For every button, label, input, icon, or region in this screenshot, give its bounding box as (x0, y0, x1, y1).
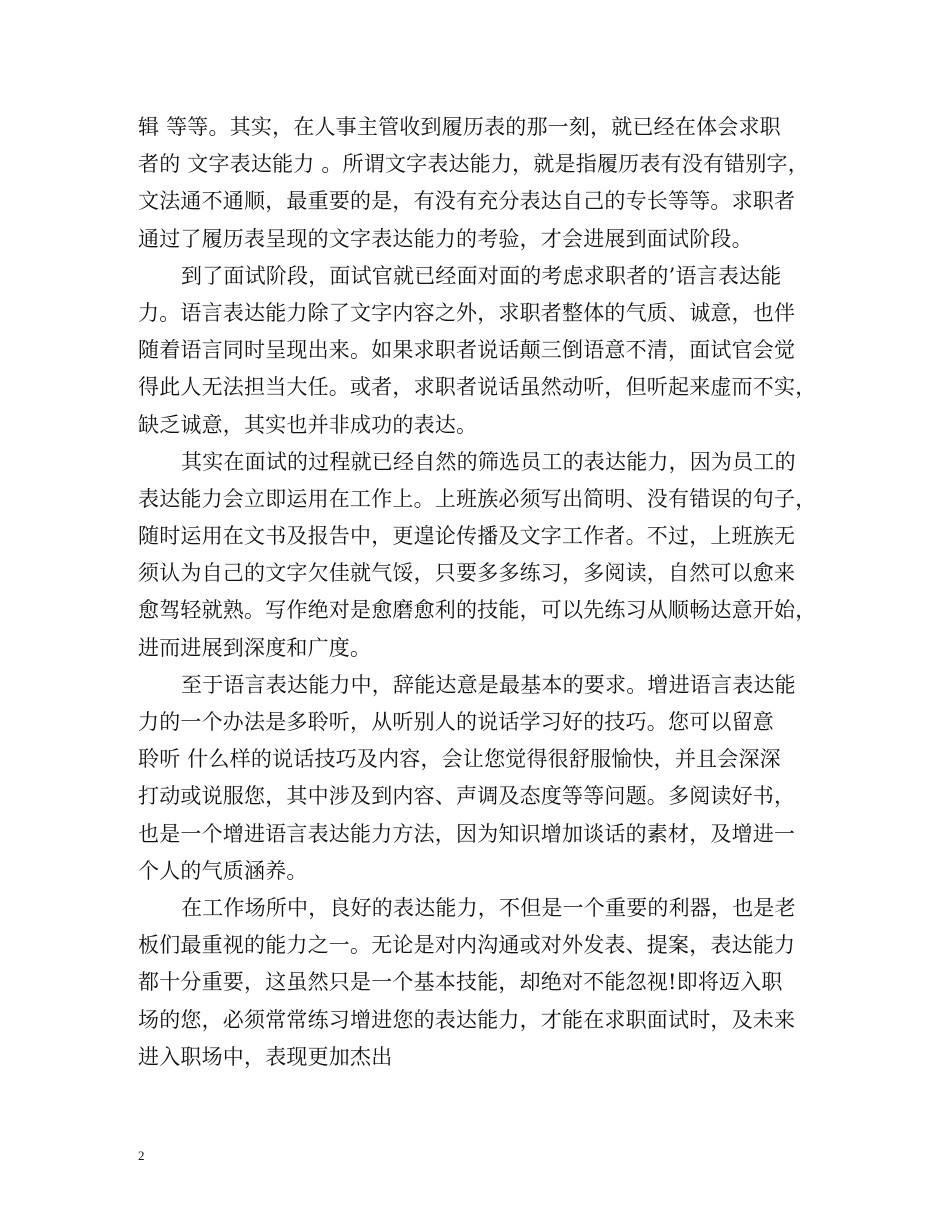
paragraph-start-line: 至于语言表达能力中，辞能达意是最基本的要求。增进语言表达能 (181, 672, 796, 697)
text-line: 进入职场中，表现更加杰出 (138, 1044, 393, 1069)
paragraph-start-line: 其实在面试的过程就已经自然的筛选员工的表达能力，因为员工的 (181, 449, 796, 474)
text-line: 者的 文字表达能力 。所谓文字表达能力，就是指履历表有没有错别字， (138, 152, 809, 177)
page-number: 2 (138, 1148, 145, 1163)
body-text (138, 109, 818, 1076)
text-line: 场的您，必须常常练习增进您的表达能力，才能在求职面试时，及未来 (138, 1007, 796, 1032)
text-line: 辑 等等。其实，在人事主管收到履历表的那一刻，就已经在体会求职 (138, 115, 781, 139)
text-line: 文法通不通顺，最重要的是，有没有充分表达自己的专长等等。求职者 (138, 189, 796, 214)
text-line: 力的一个办法是多聆听，从听别人的说话学习好的技巧。您可以留意 (138, 710, 774, 734)
text-line: 随着语言同时呈现出来。如果求职者说话颠三倒语意不清，面试官会觉 (138, 338, 796, 363)
text-line: 打动或说服您，其中涉及到内容、声调及态度等等问题。多阅读好书， (138, 784, 796, 809)
text-line: 板们最重视的能力之一。无论是对内沟通或对外发表、提案，表达能力 (138, 933, 796, 958)
text-line: 缺乏诚意，其实也并非成功的表达。 (138, 412, 478, 437)
text-line: 都十分重要，这虽然只是一个基本技能，却绝对不能忽视!即将迈入职 (138, 970, 783, 995)
text-line: 得此人无法担当大任。或者，求职者说话虽然动听，但听起来虚而不实， (138, 375, 817, 400)
text-line: 进而进展到深度和广度。 (138, 635, 372, 660)
text-line: 须认为自己的文字欠佳就气馁，只要多多练习，多阅读，自然可以愈来 (138, 561, 796, 586)
text-line: 个人的气质涵养。 (138, 858, 308, 883)
text-line: 愈驾轻就熟。写作绝对是愈磨愈利的技能，可以先练习从顺畅达意开始， (138, 598, 817, 623)
text-line: 力。语言表达能力除了文字内容之外，求职者整体的气质、诚意，也伴 (138, 300, 796, 325)
text-line: 聆听 什么样的说话技巧及内容，会让您觉得很舒服愉快，并且会深深 (138, 747, 781, 772)
text-line: 随时运用在文书及报告中，更遑论传播及文字工作者。不过，上班族无 (138, 524, 796, 549)
text-line: 表达能力会立即运用在工作上。上班族必须写出简明、没有错误的句子， (138, 486, 817, 511)
text-line: 也是一个增进语言表达能力方法，因为知识增加谈话的素材，及增进一 (138, 821, 796, 846)
paragraph-start-line: 在工作场所中，良好的表达能力，不但是一个重要的利器，也是老 (181, 895, 796, 920)
paragraph-start-line: 到了面试阶段，面试官就已经面对面的考虑求职者的’语言表达能 (181, 263, 782, 288)
text-line: 通过了履历表呈现的文字表达能力的考验，才会进展到面试阶段。 (138, 226, 753, 251)
